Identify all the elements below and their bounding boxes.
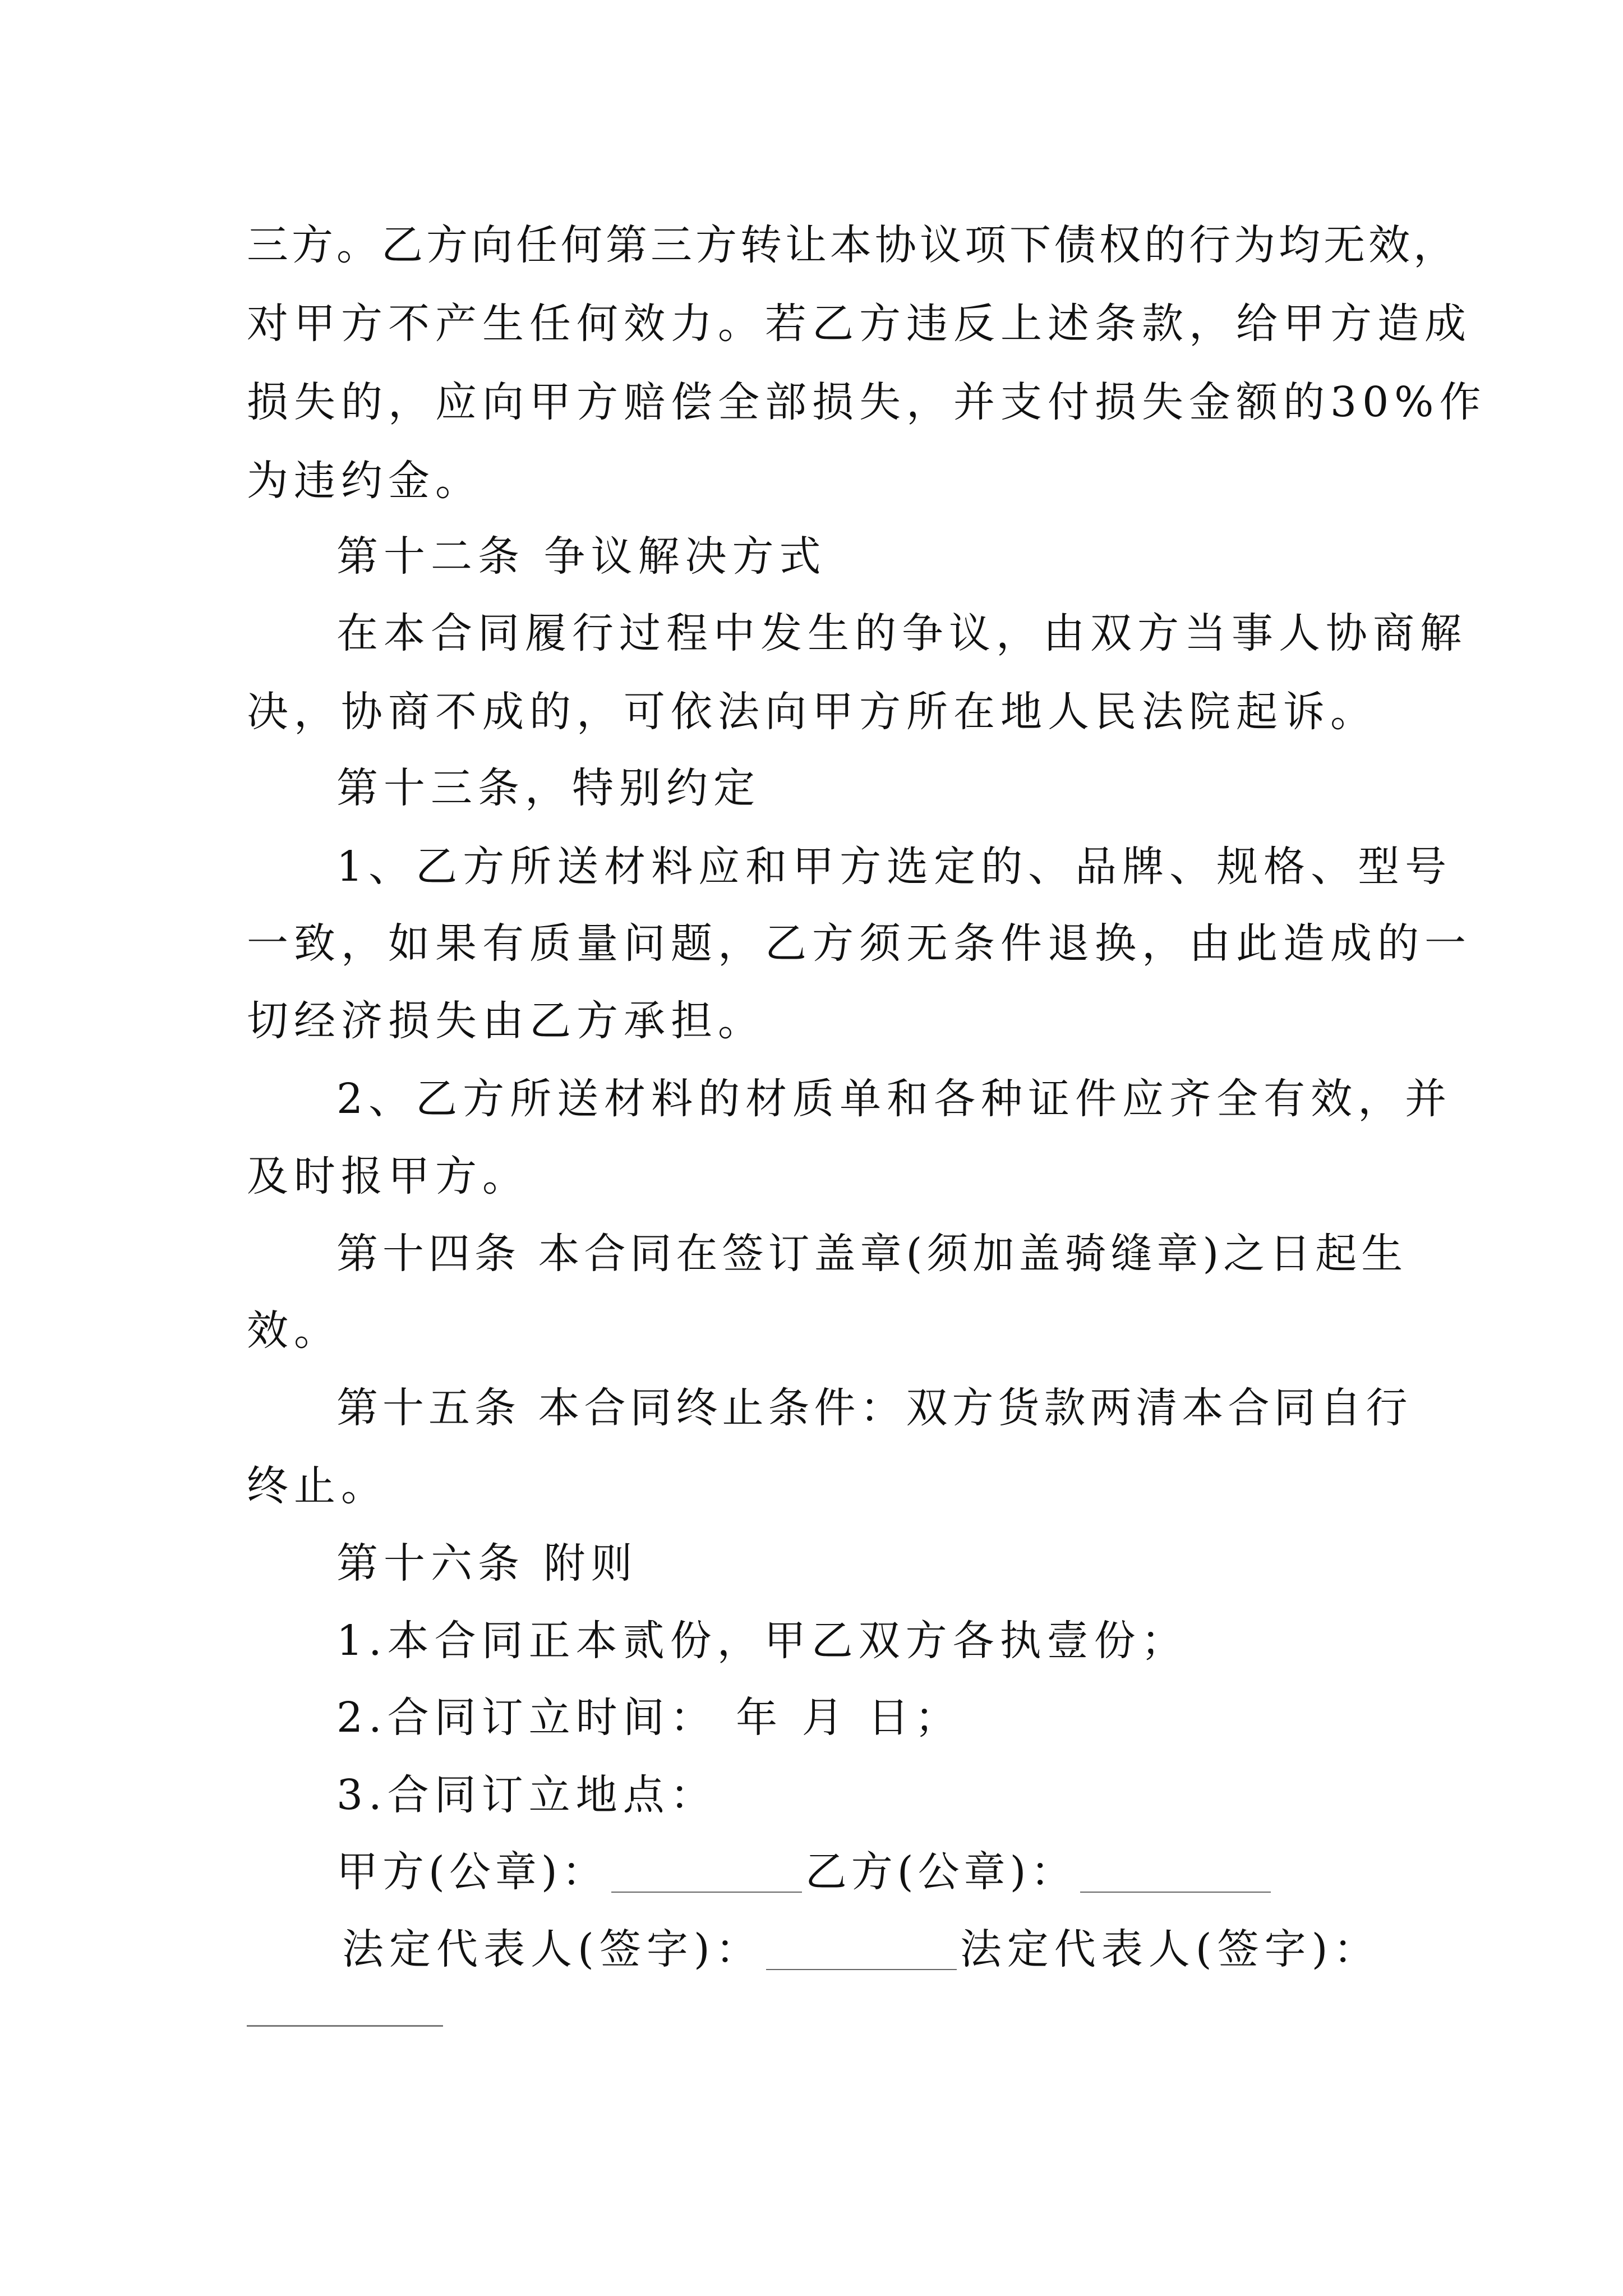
text-line: 切经济损失由乙方承担。 <box>247 997 765 1045</box>
text-line: 及时报甲方。 <box>247 1152 529 1200</box>
continuation-rule <box>247 2025 443 2027</box>
text-line: 对甲方不产生任何效力。若乙方违反上述条款，给甲方造成 <box>247 300 1472 348</box>
party-a-seal-blank <box>611 1852 802 1893</box>
text-line: 1.本合同正本贰份，甲乙双方各执壹份； <box>336 1617 1188 1665</box>
text-line: 3.合同订立地点： <box>336 1771 717 1819</box>
text-line: 在本合同履行过程中发生的争议，由双方当事人协商解 <box>336 609 1467 657</box>
article-heading: 第十三条，特别约定 <box>336 764 760 812</box>
party-a-rep-label: 法定代表人(签字)： <box>342 1925 763 1973</box>
article-heading: 第十四条 本合同在签订盖章(须加盖骑缝章)之日起生 <box>336 1230 1408 1278</box>
text-line: 决，协商不成的，可依法向甲方所在地人民法院起诉。 <box>247 688 1377 736</box>
text-line: 2、乙方所送材料的材质单和各种证件应齐全有效，并 <box>336 1075 1453 1123</box>
party-b-rep-label: 法定代表人(签字)： <box>960 1925 1381 1973</box>
text-line: 为违约金。 <box>247 457 482 505</box>
party-a-seal-label: 甲方(公章)： <box>336 1848 608 1896</box>
text-line: 1、乙方所送材料应和甲方选定的、品牌、规格、型号 <box>336 843 1453 891</box>
article-heading: 第十六条 附则 <box>336 1539 638 1588</box>
text-line: 2.合同订立时间： 年 月 日； <box>336 1694 962 1742</box>
party-b-seal-label: 乙方(公章)： <box>805 1848 1077 1896</box>
text-line: 三方。乙方向任何第三方转让本协议项下债权的行为均无效， <box>247 221 1458 269</box>
article-heading: 第十五条 本合同终止条件：双方货款两清本合同自行 <box>336 1384 1412 1432</box>
representative-line <box>342 1925 1381 1973</box>
text-line: 损失的，应向甲方赔偿全部损失，并支付损失金额的30%作 <box>247 378 1487 426</box>
article-heading: 第十二条 争议解决方式 <box>336 532 827 581</box>
party-a-rep-blank <box>766 1930 957 1970</box>
text-line: 一致，如果有质量问题，乙方须无条件退换，由此造成的一 <box>247 919 1472 968</box>
party-b-seal-blank <box>1080 1852 1271 1893</box>
text-line: 效。 <box>247 1306 341 1355</box>
text-line: 终止。 <box>247 1462 388 1510</box>
seal-line <box>336 1848 1274 1896</box>
